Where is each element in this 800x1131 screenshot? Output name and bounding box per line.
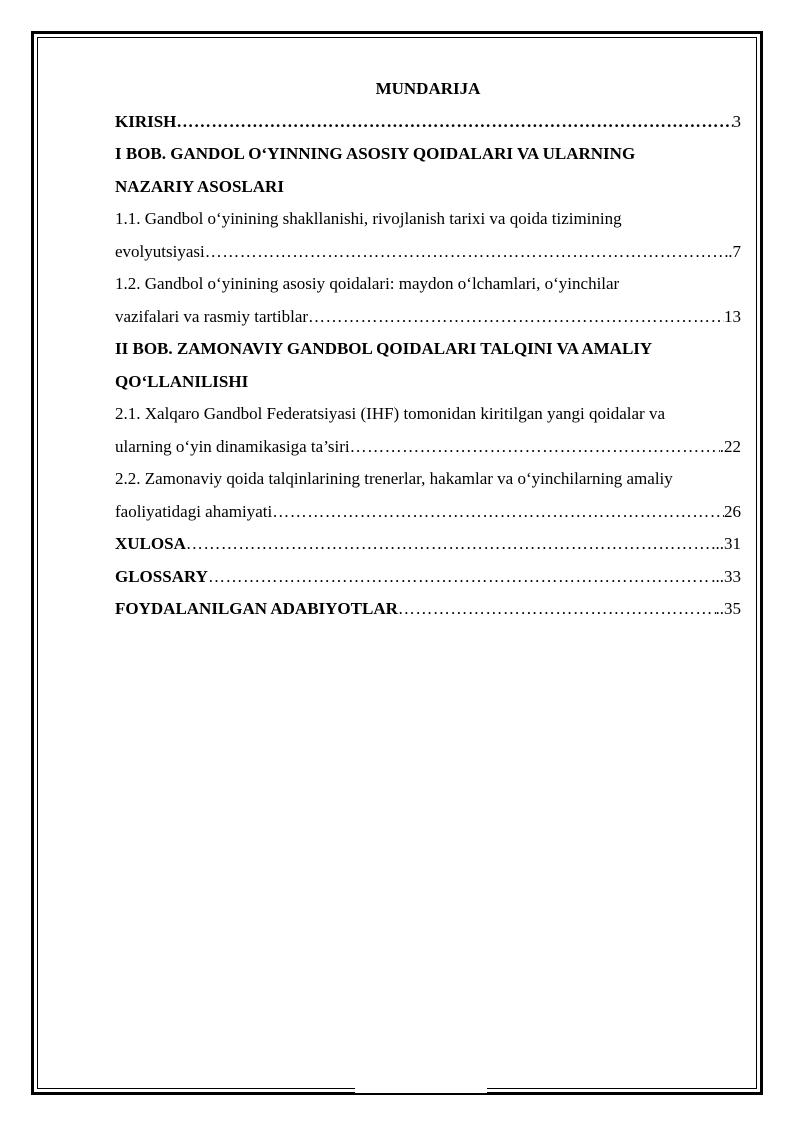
toc-entry-label: evolyutsiyasi [115, 241, 205, 261]
toc-entry-kirish[interactable] [115, 106, 741, 139]
toc-entry-xulosa[interactable] [115, 528, 741, 561]
toc-leader-dots [186, 528, 711, 561]
toc-section-2-1-line1[interactable]: 2.1. Xalqaro Gandbol Federatsiyasi (IHF) tomonidan kiritilgan yangi qoidalar va [115, 404, 666, 423]
toc-section-1-2-line2[interactable] [115, 301, 741, 334]
toc-entry-label: GLOSSARY [115, 566, 208, 586]
toc-title: MUNDARIJA [375, 79, 481, 98]
toc-chapter-2-line1[interactable]: II BOB. ZAMONAVIY GANDBOL QOIDALARI TALQINI VA AMALIY [115, 339, 653, 358]
toc-entry-label: KIRISH [115, 111, 177, 131]
toc-entry-adabiyotlar[interactable] [115, 593, 741, 626]
toc-section-2-2-line1[interactable]: 2.2. Zamonaviy qoida talqinlarining trenerlar, hakamlar va o‘yinchilarning amaliy [115, 469, 673, 488]
toc-chapter-2-line2[interactable]: QO‘LLANILISHI [115, 371, 249, 391]
toc-page-number: ..35 [715, 599, 741, 618]
toc-section-2-2-line2[interactable] [115, 496, 741, 529]
toc-leader-dots [398, 593, 716, 626]
toc-entry-label: vazifalari va rasmiy tartiblar [115, 306, 309, 326]
toc-page-number: 13 [724, 306, 741, 326]
toc-chapter-1-line1[interactable]: I BOB. GANDOL O‘YINNING ASOSIY QOIDALARI VA ULARNING [115, 144, 636, 163]
toc-page-number: .22 [719, 436, 741, 456]
toc-section-2-1-line2[interactable] [115, 431, 741, 464]
toc-leader-dots [176, 106, 732, 139]
toc-entry-label: faoliyatidagi ahamiyati [115, 501, 273, 521]
toc-entry-glossary[interactable] [115, 561, 741, 594]
table-of-contents [115, 73, 741, 626]
toc-leader-dots [208, 561, 711, 594]
toc-section-1-1-line2[interactable] [115, 236, 741, 269]
toc-section-1-1-line1[interactable]: 1.1. Gandbol o‘yinining shakllanishi, rivojlanish tarixi va qoida tizimining [115, 209, 622, 228]
toc-entry-label: FOYDALANILGAN ADABIYOTLAR [115, 599, 398, 618]
toc-page-number: 3 [732, 111, 741, 131]
toc-section-1-2-line1[interactable]: 1.2. Gandbol o‘yinining asosiy qoidalari: maydon o‘lchamlari, o‘yinchilar [115, 274, 620, 293]
toc-entry-label: XULOSA [115, 534, 186, 553]
toc-page-number: .7 [728, 241, 741, 261]
toc-leader-dots [272, 496, 724, 529]
toc-leader-dots [308, 301, 724, 334]
toc-page-number: ...33 [711, 566, 741, 586]
footer-border-segment [355, 1093, 487, 1095]
toc-leader-dots [350, 431, 720, 464]
toc-page-number: ...31 [711, 534, 741, 553]
toc-entry-label: ularning o‘yin dinamikasiga ta’siri [115, 436, 350, 456]
toc-chapter-1-line2[interactable]: NAZARIY ASOSLARI [115, 176, 284, 196]
toc-leader-dots [205, 236, 729, 269]
toc-page-number: 26 [724, 501, 741, 521]
